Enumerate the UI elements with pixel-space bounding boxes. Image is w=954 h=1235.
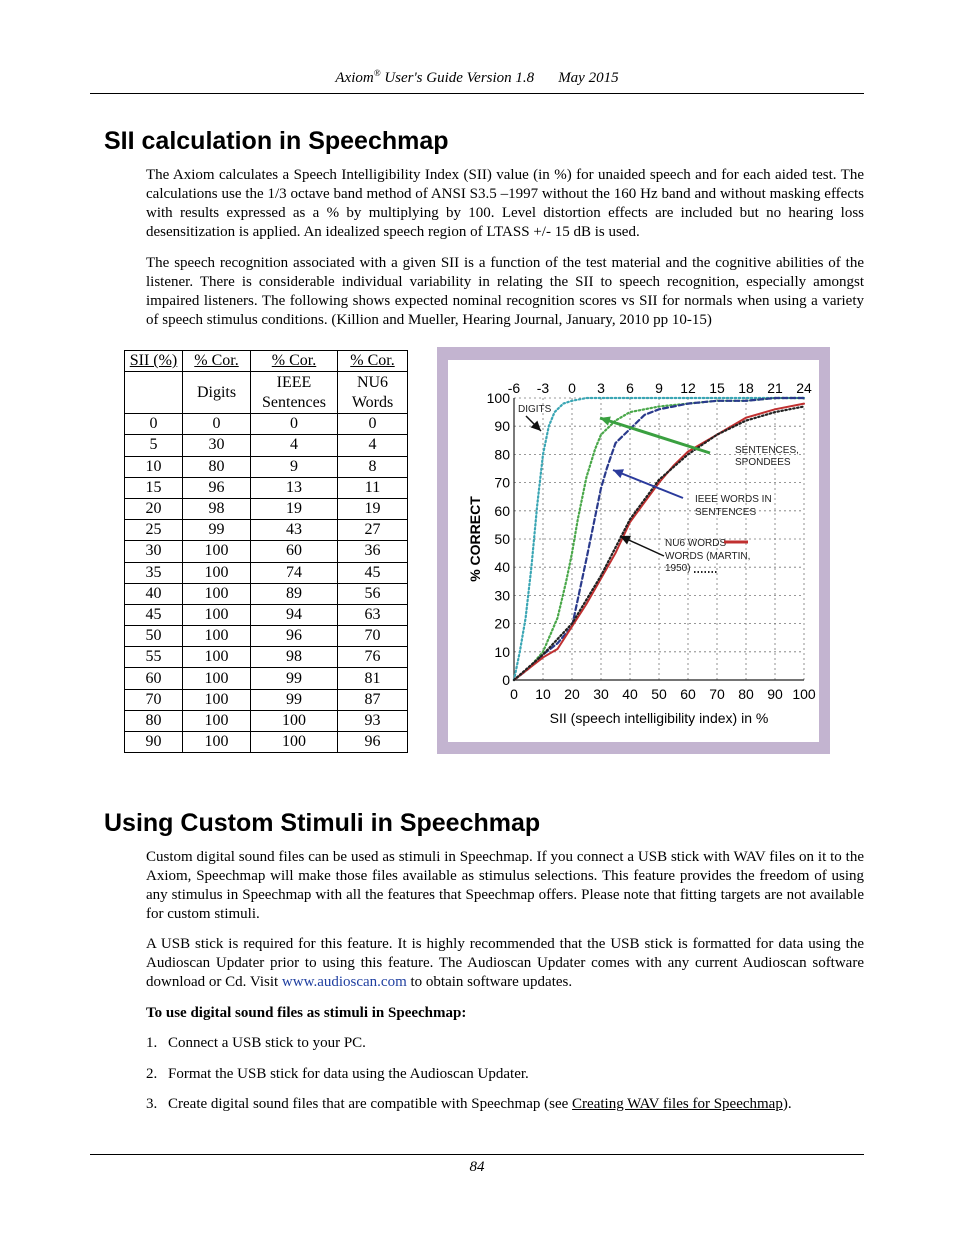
x-tick-label: 70 [709, 686, 725, 702]
table-cell: 100 [183, 583, 251, 604]
header-title: Axiom [335, 70, 374, 86]
table-cell: 0 [125, 414, 183, 435]
chart-frame [437, 347, 830, 754]
table-subheader-cell [125, 372, 183, 414]
x-tick-label: 0 [510, 686, 518, 702]
top-tick-label: 12 [680, 380, 696, 396]
annotation-label: SENTENCES [695, 507, 757, 518]
table-cell: 20 [125, 498, 183, 519]
table-cell: 45 [338, 562, 408, 583]
section-heading-custom-stimuli: Using Custom Stimuli in Speechmap [104, 809, 541, 837]
table-row [125, 668, 408, 689]
table-cell: 98 [183, 498, 251, 519]
table-row [125, 626, 408, 647]
table-cell: 13 [251, 477, 338, 498]
table-cell: 100 [251, 710, 338, 731]
table-cell: 87 [338, 689, 408, 710]
y-tick-label: 90 [494, 418, 510, 435]
y-tick-label: 30 [494, 587, 510, 604]
x-axis-label: SII (speech intelligibility index) in % [549, 710, 769, 726]
annotation-label: IEEE WORDS IN [695, 494, 772, 505]
table-row [125, 498, 408, 519]
table-cell: 50 [125, 626, 183, 647]
table-row [125, 647, 408, 668]
footer-rule [90, 1154, 864, 1155]
table-subheader-cell: NU6 Words [338, 372, 408, 414]
table-cell: 89 [251, 583, 338, 604]
table-cell: 100 [183, 668, 251, 689]
table-cell: 96 [251, 626, 338, 647]
annotation-label: WORDS (MARTIN, [665, 551, 751, 562]
table-cell: 0 [251, 414, 338, 435]
x-tick-label: 20 [564, 686, 580, 702]
table-row [125, 456, 408, 477]
table-cell: 80 [125, 710, 183, 731]
table-cell: 60 [251, 541, 338, 562]
table-subheader-cell: IEEE Sentences [251, 372, 338, 414]
steps-title: To use digital sound files as stimuli in Speechmap: [146, 1005, 467, 1021]
y-tick-label: 70 [494, 474, 510, 491]
table-cell: 99 [251, 689, 338, 710]
step-2: 2. Format the USB stick for data using the Audioscan Updater. [146, 1066, 529, 1082]
table-subheader-row [125, 372, 408, 414]
y-tick-label: 10 [494, 643, 510, 660]
y-tick-label: 40 [494, 559, 510, 576]
table-cell: 30 [183, 435, 251, 456]
table-row [125, 732, 408, 753]
table-cell: 5 [125, 435, 183, 456]
annotation-label: SENTENCES, [735, 445, 799, 456]
x-tick-label: 100 [792, 686, 816, 702]
table-cell: 100 [183, 689, 251, 710]
table-cell: 27 [338, 520, 408, 541]
y-tick-label: 20 [494, 615, 510, 632]
x-tick-label: 60 [680, 686, 696, 702]
sii-table [124, 350, 408, 753]
top-tick-label: -3 [536, 380, 550, 396]
annotation-label: SPONDEES [735, 457, 791, 468]
table-cell: 94 [251, 604, 338, 625]
x-tick-label: 90 [767, 686, 783, 702]
y-tick-label: 80 [494, 446, 510, 463]
table-cell: 43 [251, 520, 338, 541]
x-tick-label: 30 [593, 686, 609, 702]
sii-paragraph-1: The Axiom calculates a Speech Intelligibility Index (SII) value (in %) for unaided speech and for each aided test. The calculations use the 1/3 octave band method of ANSI S3.5 –1997 without the 160 Hz band and without masking effects with results expressed as a % by multiplying by 100. Level distortion effects are included but no hearing loss desensitization is applied. An idealized speech region of LTASS +/- 15 dB is used. [146, 167, 864, 240]
table-cell: 100 [183, 732, 251, 753]
step-3: 3. Create digital sound files that are compatible with Speechmap (see Creating WAV files for Speechmap). [146, 1096, 792, 1112]
table-row [125, 414, 408, 435]
y-tick-label: 100 [486, 390, 510, 406]
annotation-label: NU6 WORDS [665, 538, 727, 549]
x-tick-label: 80 [738, 686, 754, 702]
top-tick-label: 6 [626, 380, 634, 396]
header-rule [90, 93, 864, 94]
table-cell: 55 [125, 647, 183, 668]
table-cell: 9 [251, 456, 338, 477]
table-row [125, 435, 408, 456]
table-cell: 76 [338, 647, 408, 668]
table-cell: 10 [125, 456, 183, 477]
top-tick-label: -6 [507, 380, 521, 396]
y-axis-label: % CORRECT [467, 496, 483, 582]
table-row [125, 604, 408, 625]
table-cell: 36 [338, 541, 408, 562]
table-cell: 25 [125, 520, 183, 541]
x-tick-label: 40 [622, 686, 638, 702]
table-cell: 93 [338, 710, 408, 731]
header-date: May 2015 [558, 70, 619, 86]
table-cell: 99 [251, 668, 338, 689]
top-tick-label: 24 [796, 380, 812, 396]
table-header-row [125, 351, 408, 372]
table-cell: 4 [338, 435, 408, 456]
top-tick-label: 18 [738, 380, 754, 396]
table-cell: 11 [338, 477, 408, 498]
chart-panel [448, 360, 819, 742]
table-cell: 100 [183, 541, 251, 562]
table-cell: 74 [251, 562, 338, 583]
page-header: Axiom® User's Guide Version 1.8 May 2015 [335, 68, 619, 86]
table-cell: 30 [125, 541, 183, 562]
table-row [125, 520, 408, 541]
table-row [125, 477, 408, 498]
table-row [125, 583, 408, 604]
creating-wav-link[interactable]: Creating WAV files for Speechmap [572, 1096, 783, 1112]
y-tick-label: 50 [494, 531, 510, 547]
table-row [125, 710, 408, 731]
table-cell: 100 [183, 604, 251, 625]
table-cell: 96 [183, 477, 251, 498]
top-tick-label: 15 [709, 380, 725, 396]
table-cell: 80 [183, 456, 251, 477]
step-1: 1. Connect a USB stick to your PC. [146, 1035, 366, 1051]
top-tick-label: 21 [767, 380, 783, 396]
section-heading-sii: SII calculation in Speechmap [104, 127, 449, 155]
top-tick-label: 9 [655, 380, 663, 396]
table-header-cell: % Cor. [251, 351, 338, 372]
table-cell: 100 [183, 626, 251, 647]
table-cell: 19 [338, 498, 408, 519]
table-cell: 100 [183, 562, 251, 583]
table-cell: 100 [183, 710, 251, 731]
table-cell: 100 [251, 732, 338, 753]
table-cell: 96 [338, 732, 408, 753]
table-cell: 56 [338, 583, 408, 604]
table-cell: 90 [125, 732, 183, 753]
table-cell: 40 [125, 583, 183, 604]
table-row [125, 562, 408, 583]
table-cell: 45 [125, 604, 183, 625]
table-header-cell: SII (%) [125, 351, 183, 372]
x-tick-label: 10 [535, 686, 551, 702]
table-header-cell: % Cor. [338, 351, 408, 372]
top-tick-label: 3 [597, 380, 605, 396]
annotation-arrow [600, 418, 710, 453]
x-tick-label: 50 [651, 686, 667, 702]
table-row [125, 541, 408, 562]
table-cell: 0 [338, 414, 408, 435]
annotation-arrowhead [600, 416, 611, 425]
table-row [125, 689, 408, 710]
table-cell: 15 [125, 477, 183, 498]
table-cell: 100 [183, 647, 251, 668]
table-cell: 81 [338, 668, 408, 689]
annotation-label: 1950) [665, 563, 691, 574]
table-header-cell: % Cor. [183, 351, 251, 372]
sii-recognition-chart [448, 360, 819, 742]
table-cell: 19 [251, 498, 338, 519]
table-cell: 70 [125, 689, 183, 710]
table-cell: 70 [338, 626, 408, 647]
table-cell: 0 [183, 414, 251, 435]
table-subheader-cell: Digits [183, 372, 251, 414]
table-cell: 35 [125, 562, 183, 583]
table-body [125, 414, 408, 753]
table-cell: 60 [125, 668, 183, 689]
table-cell: 63 [338, 604, 408, 625]
page-number: 84 [469, 1159, 485, 1175]
sii-paragraph-2: The speech recognition associated with a given SII is a function of the test material and the cognitive abilities of the listener. There is considerable individual variability in relating the SII to speech recognition, especially amongst impaired listeners. The following shows expected nominal recognition scores vs SII for normals when using a variety of speech stimulus conditions. (Killion and Mueller, Hearing Journal, January, 2010 pp 10-15) [146, 255, 864, 328]
header-subtitle: User's Guide Version 1.8 [380, 70, 535, 86]
custom-paragraph-1: Custom digital sound files can be used as stimuli in Speechmap. If you connect a USB stick with WAV files on it to the Axiom, Speechmap will make those files available as stimulus selections. This feature provides the freedom of using any stimulus in Speechmap with all the features that Speechmap offers. Please note that fitting targets are not available for custom stimuli. [146, 849, 864, 922]
top-tick-label: 0 [568, 380, 576, 396]
audioscan-link[interactable]: www.audioscan.com [281, 974, 407, 990]
table-cell: 98 [251, 647, 338, 668]
annotation-label: DIGITS [518, 404, 552, 415]
y-tick-label: 0 [502, 672, 510, 688]
table-cell: 99 [183, 520, 251, 541]
table-cell: 8 [338, 456, 408, 477]
y-tick-label: 60 [494, 502, 510, 519]
custom-paragraph-2: A USB stick is required for this feature. It is highly recommended that the USB stick is formatted for data using the Audioscan Updater prior to using this feature. The Audioscan Updater comes with any current Audioscan software download or Cd. Visit www.audioscan.com to obtain software updates. [146, 936, 864, 990]
table-cell: 4 [251, 435, 338, 456]
